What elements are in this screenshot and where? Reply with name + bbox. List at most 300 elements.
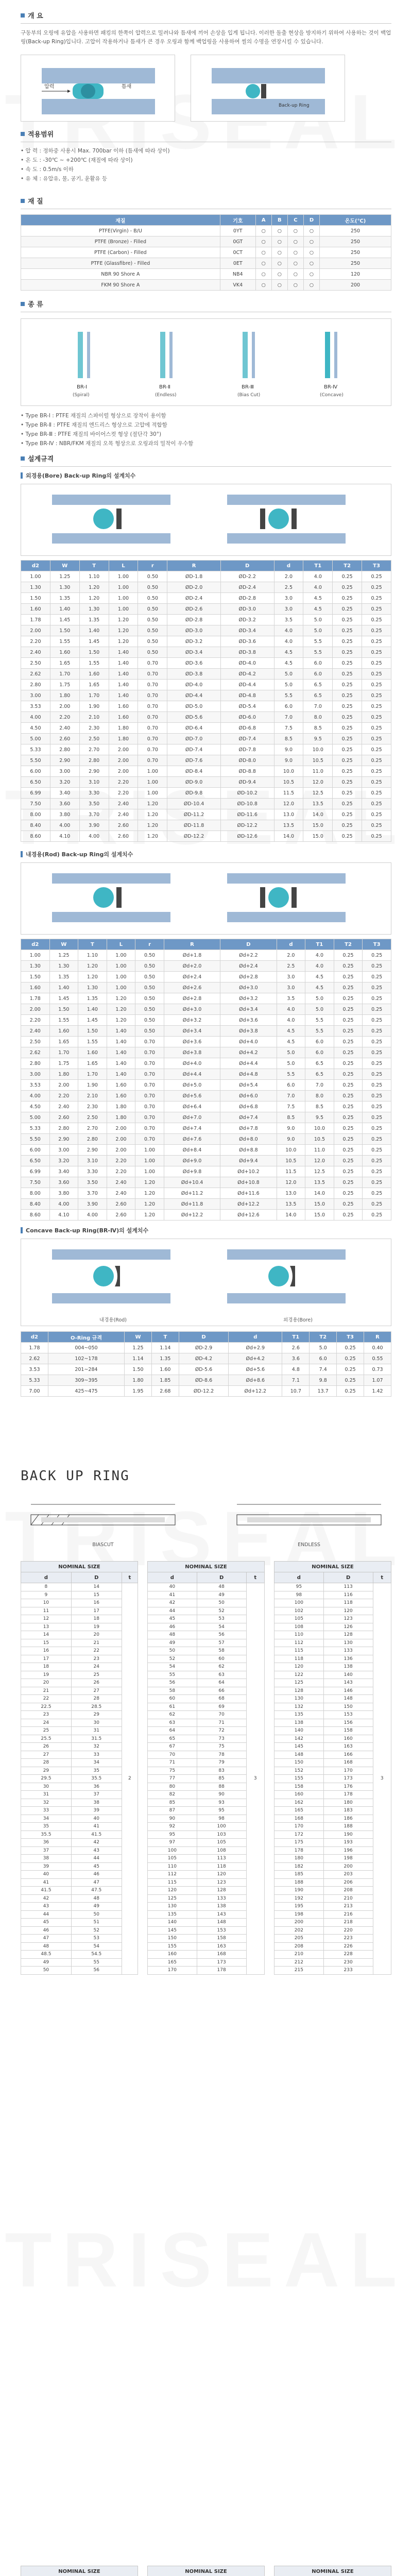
table-cell: 1.40 — [107, 1026, 135, 1037]
table-cell: 1.30 — [21, 582, 50, 593]
table-row — [21, 1134, 391, 1145]
table-cell: 3.30 — [78, 1166, 107, 1177]
table-cell: 0.50 — [138, 571, 167, 582]
table-cell: 0.25 — [333, 734, 362, 744]
cell-D: 93 — [197, 1799, 246, 1807]
table-cell: 2.00 — [107, 1134, 135, 1145]
table-cell: 11.0 — [303, 766, 333, 777]
cell-d: 168 — [274, 1815, 324, 1823]
table-cell: 1.40 — [107, 1058, 135, 1069]
cell-d: 140 — [148, 1919, 197, 1927]
cell-D: 49 — [197, 1591, 246, 1599]
table-cell: 2.40 — [50, 723, 79, 734]
table-cell: 8.60 — [21, 1210, 50, 1221]
table-cell: 5.5 — [277, 1069, 305, 1080]
table-cell: 1.60 — [151, 1364, 179, 1375]
table-cell: 1.65 — [79, 680, 109, 690]
table-row — [21, 1767, 138, 1775]
table-row — [21, 734, 391, 744]
table-cell: 5.5 — [305, 1015, 334, 1026]
cell-d: 40 — [21, 1871, 72, 1879]
table-cell: 0.70 — [135, 1112, 164, 1123]
table-cell: 1.50 — [49, 1004, 78, 1015]
cell-D: 100 — [197, 1823, 246, 1831]
table-cell: ØD-5.6 — [167, 712, 221, 723]
table-header: R — [164, 939, 220, 950]
cell-d: 52 — [148, 1655, 197, 1663]
table-cell: 0.25 — [334, 961, 363, 972]
cell-D: 60 — [197, 1655, 246, 1663]
table-cell: 1.00 — [107, 982, 135, 993]
table-cell: 0.70 — [138, 701, 167, 712]
table-row — [21, 820, 391, 831]
cell-D: 24 — [71, 1663, 122, 1671]
cell-D: 44 — [71, 1855, 122, 1863]
table-cell: 3.30 — [79, 788, 109, 799]
table-row — [21, 1743, 138, 1751]
table-row — [21, 1166, 391, 1177]
cell-d: 25.5 — [21, 1735, 72, 1743]
table-cell: 0.25 — [333, 690, 362, 701]
types-section — [21, 299, 391, 448]
table-cell: 6.99 — [21, 1166, 50, 1177]
table-cell: 1.78 — [21, 1343, 48, 1353]
table-header: d2 — [21, 939, 50, 950]
table-cell: ØD-7.0 — [167, 734, 221, 744]
cell-D: 17 — [71, 1607, 122, 1615]
table-cell: 7.1 — [282, 1375, 310, 1386]
table-row — [21, 1655, 138, 1663]
table-cell: ØD-8.6 — [179, 1375, 228, 1386]
table-cell: 1.25 — [50, 571, 79, 582]
table-cell: ○ — [287, 226, 303, 236]
table-cell: ØD-3.2 — [167, 636, 221, 647]
table-cell: 4.00 — [21, 1091, 50, 1101]
table-cell: ○ — [271, 236, 287, 247]
cell-D: 16 — [71, 1599, 122, 1607]
cell-D: 79 — [197, 1759, 246, 1767]
table-cell: ØD-2.9 — [179, 1343, 228, 1353]
backup-ring-section-shape — [252, 332, 255, 378]
table-cell: 0.70 — [135, 1101, 164, 1112]
table-cell: 9.8 — [310, 1375, 337, 1386]
table-cell: 8.00 — [21, 1188, 50, 1199]
cell-D: 58 — [197, 1647, 246, 1655]
table-cell: 1.07 — [364, 1375, 391, 1386]
nominal-title: NOMINAL SIZE — [274, 2566, 391, 2576]
table-row — [21, 582, 391, 593]
table-cell: 1.00 — [138, 777, 167, 788]
table-cell: 1.40 — [79, 625, 109, 636]
table-cell: 1.20 — [138, 799, 167, 809]
table-cell: 1.20 — [107, 993, 135, 1004]
overview-section — [21, 10, 391, 122]
table-cell: 3.70 — [79, 809, 109, 820]
table-cell: 0.25 — [333, 766, 362, 777]
cell-D: 190 — [323, 1831, 373, 1839]
cell-d: 41.5 — [21, 1887, 72, 1895]
table-row — [21, 1210, 391, 1221]
table-row — [21, 658, 391, 669]
table-cell: 12.0 — [305, 1156, 334, 1166]
table-header: T3 — [337, 1332, 364, 1343]
table-cell: 0.25 — [337, 1364, 364, 1375]
cell-d: 15 — [21, 1639, 72, 1647]
table-cell: 4.5 — [274, 658, 303, 669]
table-cell: 2.90 — [79, 766, 109, 777]
table-cell: 2.00 — [107, 1123, 135, 1134]
table-cell: 0.25 — [334, 1004, 363, 1015]
table-row — [21, 1631, 138, 1639]
table-cell: 8.5 — [277, 1112, 305, 1123]
table-cell: 2.40 — [109, 799, 138, 809]
cell-d: 165 — [274, 1807, 324, 1815]
table-header: r — [138, 561, 167, 571]
table-cell: 2.20 — [49, 1091, 78, 1101]
cell-d: 115 — [148, 1878, 197, 1887]
table-cell: Ød+11.6 — [220, 1188, 277, 1199]
table-cell: 1.80 — [107, 1101, 135, 1112]
cell-D: 54 — [197, 1623, 246, 1631]
table-cell: 2.0 — [274, 571, 303, 582]
table-cell: 2.30 — [79, 723, 109, 734]
table-cell: ØD-10.2 — [220, 788, 274, 799]
cell-D: 116 — [323, 1591, 373, 1599]
cell-d: 160 — [274, 1791, 324, 1799]
table-row — [21, 1583, 138, 1591]
table-header: A — [255, 215, 271, 226]
table-cell: ØD-7.6 — [167, 755, 221, 766]
table-row — [21, 1942, 138, 1951]
cell-d: 36 — [21, 1839, 72, 1847]
table-cell: 1.75 — [49, 1058, 78, 1069]
table-cell: 5.5 — [274, 690, 303, 701]
table-cell: 0ET — [220, 258, 255, 269]
table-cell: 4.5 — [305, 972, 334, 982]
table-cell: Ød+12.2 — [220, 1199, 277, 1210]
cell-d: 85 — [148, 1799, 197, 1807]
cell-d: 40 — [148, 1583, 197, 1591]
table-row — [21, 1156, 391, 1166]
table-cell: Ød+12.2 — [164, 1210, 220, 1221]
table-cell: 2.30 — [78, 1101, 107, 1112]
col-t: t — [122, 1572, 138, 1583]
table-cell: 2.68 — [151, 1386, 179, 1397]
nominal-title: NOMINAL SIZE — [274, 1562, 391, 1572]
table-cell: 2.20 — [109, 788, 138, 799]
table-cell: 4.5 — [274, 647, 303, 658]
bore-section — [21, 471, 391, 842]
section-bullet-icon — [21, 302, 25, 306]
table-cell: 0.25 — [363, 1123, 391, 1134]
cell-d: 46 — [148, 1623, 197, 1631]
table-cell: 2.70 — [78, 1123, 107, 1134]
table-cell: 0.70 — [138, 734, 167, 744]
table-cell: ØD-3.2 — [220, 615, 274, 625]
table-cell: ØD-6.0 — [220, 712, 274, 723]
table-row — [21, 1807, 138, 1815]
type-name: (Endless) — [155, 393, 177, 398]
table-cell: Ød+11.2 — [164, 1188, 220, 1199]
table-row — [21, 226, 391, 236]
cell-d: 22 — [21, 1695, 72, 1703]
table-cell: ØD-3.0 — [220, 604, 274, 615]
table-row — [21, 788, 391, 799]
cell-d: 23 — [21, 1711, 72, 1719]
table-cell: 0.25 — [363, 1134, 391, 1145]
col-d: d — [274, 1572, 324, 1583]
table-cell: 0.25 — [334, 1047, 363, 1058]
table-row — [21, 1799, 138, 1807]
table-row — [21, 712, 391, 723]
table-cell: Ød+12.2 — [229, 1386, 282, 1397]
rod-section — [21, 850, 391, 1221]
table-cell: 1.60 — [21, 982, 50, 993]
table-cell: 309~395 — [48, 1375, 124, 1386]
table-header: T3 — [362, 561, 391, 571]
cell-D: 163 — [197, 1942, 246, 1951]
table-cell: 5.0 — [310, 1343, 337, 1353]
table-cell: ○ — [287, 258, 303, 269]
table-cell: 425~475 — [48, 1386, 124, 1397]
table-cell: 1.35 — [151, 1353, 179, 1364]
table-cell: Ød+2.2 — [220, 950, 277, 961]
cell-d: 152 — [274, 1767, 324, 1775]
table-cell: ØD-2.4 — [167, 593, 221, 604]
cell-d: 50 — [21, 1967, 72, 1975]
cell-D: 47.5 — [71, 1887, 122, 1895]
cell-d: 108 — [274, 1623, 324, 1631]
table-cell: 1.20 — [79, 593, 109, 604]
table-cell: 0.25 — [333, 788, 362, 799]
cell-d: 145 — [148, 1926, 197, 1935]
section-bullet-icon — [21, 199, 25, 203]
table-cell: 0.25 — [362, 799, 391, 809]
cell-D: 138 — [197, 1903, 246, 1911]
cell-D: 218 — [323, 1919, 373, 1927]
table-cell: 6.0 — [303, 669, 333, 680]
cell-D: 168 — [323, 1759, 373, 1767]
table-cell: 0.25 — [333, 680, 362, 690]
table-cell: 0.25 — [363, 1112, 391, 1123]
cell-d: 105 — [148, 1855, 197, 1863]
table-header: T2 — [334, 939, 363, 950]
table-header: W — [49, 939, 78, 950]
table-cell: 2.90 — [50, 755, 79, 766]
table-cell: 1.80 — [50, 690, 79, 701]
table-cell: 1.50 — [79, 647, 109, 658]
cell-d: 71 — [148, 1759, 197, 1767]
bore-figure — [21, 484, 391, 556]
table-cell: 2.20 — [21, 636, 50, 647]
rod-figure — [21, 862, 391, 935]
backup-ring-type-shape — [325, 332, 330, 378]
table-cell: 1.10 — [79, 571, 109, 582]
table-cell: 2.20 — [107, 1156, 135, 1166]
table-cell: Ød+3.2 — [220, 993, 277, 1004]
table-cell: 11.5 — [277, 1166, 305, 1177]
table-cell: 2.20 — [109, 777, 138, 788]
table-cell: 13.5 — [277, 1199, 305, 1210]
table-row — [21, 247, 391, 258]
table-cell: 6.0 — [305, 1037, 334, 1047]
table-cell: 1.30 — [49, 961, 78, 972]
table-cell: 2.10 — [79, 712, 109, 723]
cell-d: 155 — [148, 1942, 197, 1951]
cell-D: 20 — [71, 1631, 122, 1639]
table-cell: 0.50 — [138, 593, 167, 604]
table-row — [21, 1839, 138, 1847]
col-t: t — [373, 1572, 391, 1583]
table-cell: 0.25 — [333, 799, 362, 809]
table-cell: Ød+5.4 — [220, 1080, 277, 1091]
table-row — [21, 1711, 138, 1719]
table-cell: 1.60 — [107, 1080, 135, 1091]
overview-figure-right — [191, 55, 345, 122]
col-D: D — [197, 1572, 246, 1583]
table-header: T1 — [282, 1332, 310, 1343]
table-cell: 250 — [320, 226, 391, 236]
table-cell: 0.25 — [363, 1058, 391, 1069]
table-cell: 1.80 — [109, 734, 138, 744]
table-cell: 2.40 — [107, 1188, 135, 1199]
table-cell: 5.0 — [277, 1058, 305, 1069]
cell-D: 18 — [71, 1615, 122, 1623]
table-cell: 2.50 — [21, 658, 50, 669]
table-cell: ØD-2.8 — [167, 615, 221, 625]
table-cell: Ød+4.8 — [220, 1069, 277, 1080]
table-cell: 1.00 — [107, 972, 135, 982]
table-row — [21, 280, 391, 291]
table-cell: 0.25 — [334, 1156, 363, 1166]
cell-D: 27 — [71, 1687, 122, 1695]
cell-d: 188 — [274, 1878, 324, 1887]
table-cell: ØD-11.8 — [167, 820, 221, 831]
cell-d: 215 — [274, 1967, 324, 1975]
table-cell: 0.25 — [363, 1004, 391, 1015]
table-cell: 0.25 — [363, 1177, 391, 1188]
table-cell: ØD-9.8 — [167, 788, 221, 799]
table-cell: 0.70 — [138, 669, 167, 680]
table-cell: 1.90 — [78, 1080, 107, 1091]
table-cell: 0.25 — [333, 658, 362, 669]
table-cell: 1.30 — [79, 604, 109, 615]
cell-D: 50 — [197, 1599, 246, 1607]
cell-d: 47 — [21, 1935, 72, 1943]
table-row — [21, 1647, 138, 1655]
cell-d: 29.5 — [21, 1775, 72, 1783]
cell-D: 23 — [71, 1655, 122, 1663]
cell-d: 125 — [148, 1894, 197, 1903]
table-cell: 4.5 — [277, 1037, 305, 1047]
cell-d: 22.5 — [21, 1703, 72, 1711]
cell-D: 22 — [71, 1647, 122, 1655]
material-table — [21, 214, 391, 291]
table-cell: Ød+6.8 — [220, 1101, 277, 1112]
table-cell: 5.5 — [305, 1026, 334, 1037]
table-row — [21, 1639, 138, 1647]
table-cell: Ød+9.8 — [164, 1166, 220, 1177]
table-cell: 1.60 — [21, 604, 50, 615]
table-cell: 2.00 — [21, 1004, 50, 1015]
cell-D: 31 — [71, 1727, 122, 1735]
table-cell: 0.25 — [337, 1375, 364, 1386]
table-cell: 0.25 — [333, 669, 362, 680]
table-cell: ØD-10.4 — [167, 799, 221, 809]
cell-d: 92 — [148, 1823, 197, 1831]
table-cell: ØD-8.4 — [167, 766, 221, 777]
cell-D: 178 — [197, 1967, 246, 1975]
table-cell: 1.60 — [79, 669, 109, 680]
cell-d: 27 — [21, 1751, 72, 1759]
table-cell: ○ — [303, 280, 319, 291]
table-cell: 3.70 — [78, 1188, 107, 1199]
table-cell: 2.20 — [21, 1015, 50, 1026]
table-cell: 5.5 — [303, 647, 333, 658]
table-cell: ØD-4.2 — [220, 669, 274, 680]
table-cell: NB4 — [220, 269, 255, 280]
table-cell: 0.25 — [333, 647, 362, 658]
usage-item: • 속 도 : 0.5m/s 이하 — [21, 166, 74, 173]
table-cell: 6.00 — [21, 766, 50, 777]
table-cell: 1.20 — [138, 831, 167, 842]
cell-d: 41 — [148, 1591, 197, 1599]
table-row — [21, 1047, 391, 1058]
table-cell: 0.25 — [334, 1166, 363, 1177]
cell-D: 21 — [71, 1639, 122, 1647]
table-cell: PTFE (Glassfibre) - Filled — [21, 258, 220, 269]
table-cell: Ød+3.0 — [220, 982, 277, 993]
table-cell: 2.20 — [107, 1166, 135, 1177]
table-cell: 0.25 — [333, 712, 362, 723]
cell-d: 175 — [274, 1839, 324, 1847]
cell-D: 148 — [323, 1695, 373, 1703]
table-row — [21, 1026, 391, 1037]
table-cell: 7.50 — [21, 1177, 50, 1188]
table-cell: 0.50 — [135, 972, 164, 982]
cell-D: 118 — [323, 1599, 373, 1607]
cell-D: 33 — [71, 1751, 122, 1759]
table-cell: 2.60 — [109, 831, 138, 842]
table-cell: 2.00 — [50, 701, 79, 712]
table-cell: Ød+3.4 — [164, 1026, 220, 1037]
table-row — [21, 982, 391, 993]
table-cell: 0.25 — [333, 755, 362, 766]
table-cell: 1.40 — [49, 982, 78, 993]
cell-D: 130 — [323, 1639, 373, 1647]
table-cell: 1.80 — [109, 723, 138, 734]
table-cell: NBR 90 Shore A — [21, 269, 220, 280]
table-cell: 8.0 — [303, 712, 333, 723]
table-cell: ○ — [287, 280, 303, 291]
table-cell: 6.0 — [303, 658, 333, 669]
table-cell: 0.70 — [138, 755, 167, 766]
table-row — [21, 1615, 138, 1623]
cell-D: 98 — [197, 1815, 246, 1823]
table-cell: 8.5 — [305, 1101, 334, 1112]
table-row — [21, 1177, 391, 1188]
table-row — [21, 258, 391, 269]
fig-label-gap: 틈새 — [122, 84, 132, 90]
table-cell: 1.60 — [109, 701, 138, 712]
table-cell: 0.25 — [334, 1112, 363, 1123]
table-cell: 5.0 — [303, 615, 333, 625]
concave-figure — [21, 1239, 391, 1326]
cell-d: 170 — [148, 1967, 197, 1975]
cell-d: 42 — [21, 1894, 72, 1903]
table-row — [21, 1831, 138, 1839]
table-cell: 4.0 — [274, 636, 303, 647]
